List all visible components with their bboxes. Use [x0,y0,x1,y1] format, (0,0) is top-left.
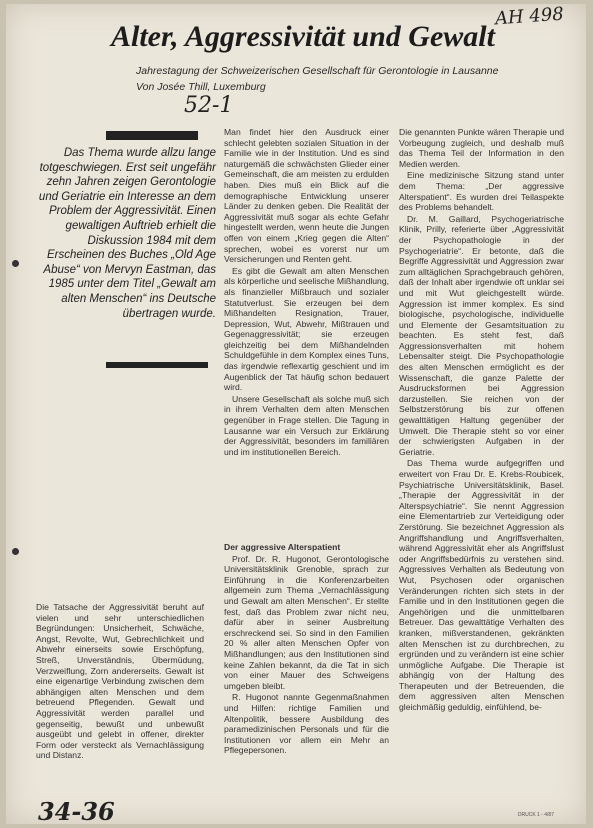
paragraph: Eine medizinische Sitzung stand unter dem Thema: „Der aggressive Alterspatient“. Es wurden drei Teilaspekte des Problems behandelt. [399,170,564,213]
newspaper-clipping [6,4,586,824]
intro-text: Das Thema wurde allzu lange totgeschwiegen. Erst seit ungefähr zehn Jahren zeigen Gerontologie und Geriatrie ein Interesse an dem Problem der Aggressivität. Einen gewaltigen Auftrieb erhielt die Diskussion 1984 mit dem Erscheinen des Buches „Old Age Abuse“ von Mervyn Eastman, das 1985 unter dem Titel „Gewalt am alten Menschen“ ins Deutsche übertragen wurde. [38,147,216,320]
paragraph: Man findet hier den Ausdruck einer schlecht gelebten sozialen Situation in der Familie wie in der Institution. Und es sind naturgemäß die schwächsten Glieder einer Gemeinschaft, die am meisten zu erdulden haben. Dies muß ein Blick auf die demographische Entwicklung unserer Länder zu denken geben. Die Realität der Aggressivität muß sogar als echte Gefahr hingestellt werden, wenn heute die Jungen offen von einem „Krieg gegen die Alten“ sprechen, wobei es vorerst nur um Versicherungen und Renten geht. [224,127,389,265]
handwritten-reference: AH 498 [494,4,565,30]
handwritten-folio: 52-1 [184,93,234,118]
paragraph: R. Hugonot nannte Gegenmaßnahmen und Hilfen: richtige Familien und Altenpolitik, bessere Ausbildung des paramedizinischen Personals und für die Institutionen vor allem ein Mehr an Pflegepersonen. [224,692,389,756]
paragraph: Die genannten Punkte wären Therapie und Vorbeugung zugleich, und deshalb muß das Thema Teil der Information in den Medien werden. [399,127,564,169]
column-middle-bottom [224,542,389,756]
paragraph: Dr. M. Gaillard, Psychogeriatrische Klinik, Prilly, referierte über „Aggressivität der Psychopathologie in der Psychogeriatrie“. Er betonte, daß die Begriffe Aggressivität und Aggression zwar zum alltäglichen Sprachgebrauch gehören, daß der Inhalt aber irgendwie oft unklar sei und mit Wut gleichgestellt würde. Aggression ist immer komplex. Es sind biologische, psychologische, individuelle und Elemente der Gesamtsituation zu beachten. Es steht fest, daß Aggressionsverhalten mit hohem Lebensalter steigt. Die Psychopathologie des alten Menschen ermöglicht es der Wissenschaft, die ganze Palette der Ausdrucksformen bei Aggression darzustellen. Sie reichen von der Selbstzerstörung bis zur offenen gewalttätigen Haltung gegenüber der Umwelt. Die Therapie steht so vor einer der schwierigsten Aufgaben in der Geriatrie. [399,213,564,457]
paragraph: Es gibt die Gewalt am alten Menschen als körperliche und seelische Mißhandlung, als finanzieller Mißbrauch und sozialer Statutverlust. Sie erzeugen bei dem Mißhandelten Resignation, Trauer, Depression, Wut, Abwehr, Mißtrauen und Gegenaggressivität; sie erzeugen gleichzeitig bei dem Mißhandelnden Schuldgefühle in dem Komplex eines Tuns, das irgendwie reflexartig geschient und im Augenblick der Tat häufig schon bedauert wird. [224,265,389,393]
article-title: Alter, Aggressivität und Gewalt [111,20,495,53]
article-author: Von Josée Thill, Luxemburg [136,81,266,93]
decorative-rule-bottom [106,362,208,368]
section-heading: Der aggressive Alterspatient [224,542,341,552]
article-subtitle: Jahrestagung der Schweizerischen Gesellschaft für Gerontologie in Lausanne [136,65,499,77]
column-middle-top [224,127,389,457]
column-left-bottom [36,602,204,761]
punch-hole-mark [12,548,19,555]
punch-hole-mark [12,260,19,267]
handwritten-page-number: 34-36 [38,797,115,824]
paragraph: Prof. Dr. R. Hugonot, Gerontologische Universitätsklinik Grenoble, sprach zur Einführung in die Konferenzarbeiten allgemein zum Thema „Vernachlässigung und Gewalt am alten Menschen“. Er stellte fest, daß das Problem zwar nicht neu, dafür aber in seiner Ausbreitung erschreckend sei. So sind in den Familien 20 % aller alten Menschen Opfer von Mißhandlungen; aus den Institutionen sind keine Zahlen bekannt, da die Tat in sich von einer Mauer des Schweigens umgeben bleibt. [224,553,389,691]
decorative-rule-top [106,131,198,140]
paragraph: Unsere Gesellschaft als solche muß sich in ihrem Verhalten dem alten Menschen gegenüber in Frage stellen. Die Tagung in Lausanne war ein Versuch zur Erklärung der Aggressivität, besonders im familiären und im institutionellen Bereich. [224,393,389,457]
paragraph: Das Thema wurde aufgegriffen und erweitert von Frau Dr. E. Krebs-Roubicek, Psychiatrische Universitätsklinik, Basel. „Therapie der Aggressivität in der Alterspsychiatrie“. Sie nennt Aggression eine Elementartrieb zur Verteidigung oder Zerstörung. Sie bezeichnet Aggression als Angriffshandlung und Angriffsverhalten, während Aggressivität eher als Angriffslust oder Angriffsbedürfnis zu verstehen sind. Aggressives Verhalten als Bedeutung von Wut, Psychosen oder organischen Veränderungen richten sich stets in der Familie und in den Institutionen gegen die Angehörigen und die unmittelbaren Betreuer. Das gewalttätige Verhalten des kranken, mißverstandenen, gekränkten alten Menschen ist zu durchbrechen, zu ergründen und zu verändern ist eine schier unmögliche Aufgabe. Die Therapie ist abhängig von der Haltung des Therapeuten und der Betreuenden, die dem aggressiven alten Menschen gleichmäßig geduldig, einfühlend, be- [399,458,564,713]
print-credit: DRUCK 1 - 4/87 [517,812,554,818]
article-intro [28,146,216,321]
paragraph: Die Tatsache der Aggressivität beruht auf vielen und sehr unterschiedlichen Begründungen: Unsicherheit, Schwäche, Angst, Revolte, Wut, Gebrechlichkeit und Abwehr einerseits sowie Erschöpfung, Streß, Unverständnis, Übermüdung, Verzweiflung, Zorn andererseits. Gewalt ist eine eigenartige Verbindung zwischen dem abhängigen alten Menschen und dem betreuend Pflegenden. Gewalt und Aggressivität werden parallel und gegenseitig, bewußt und unbewußt ausgeübt und gelebt in offener, direkter Form oder versteckt als Vernachlässigung und Distanz. [36,602,204,761]
column-right [399,127,564,713]
